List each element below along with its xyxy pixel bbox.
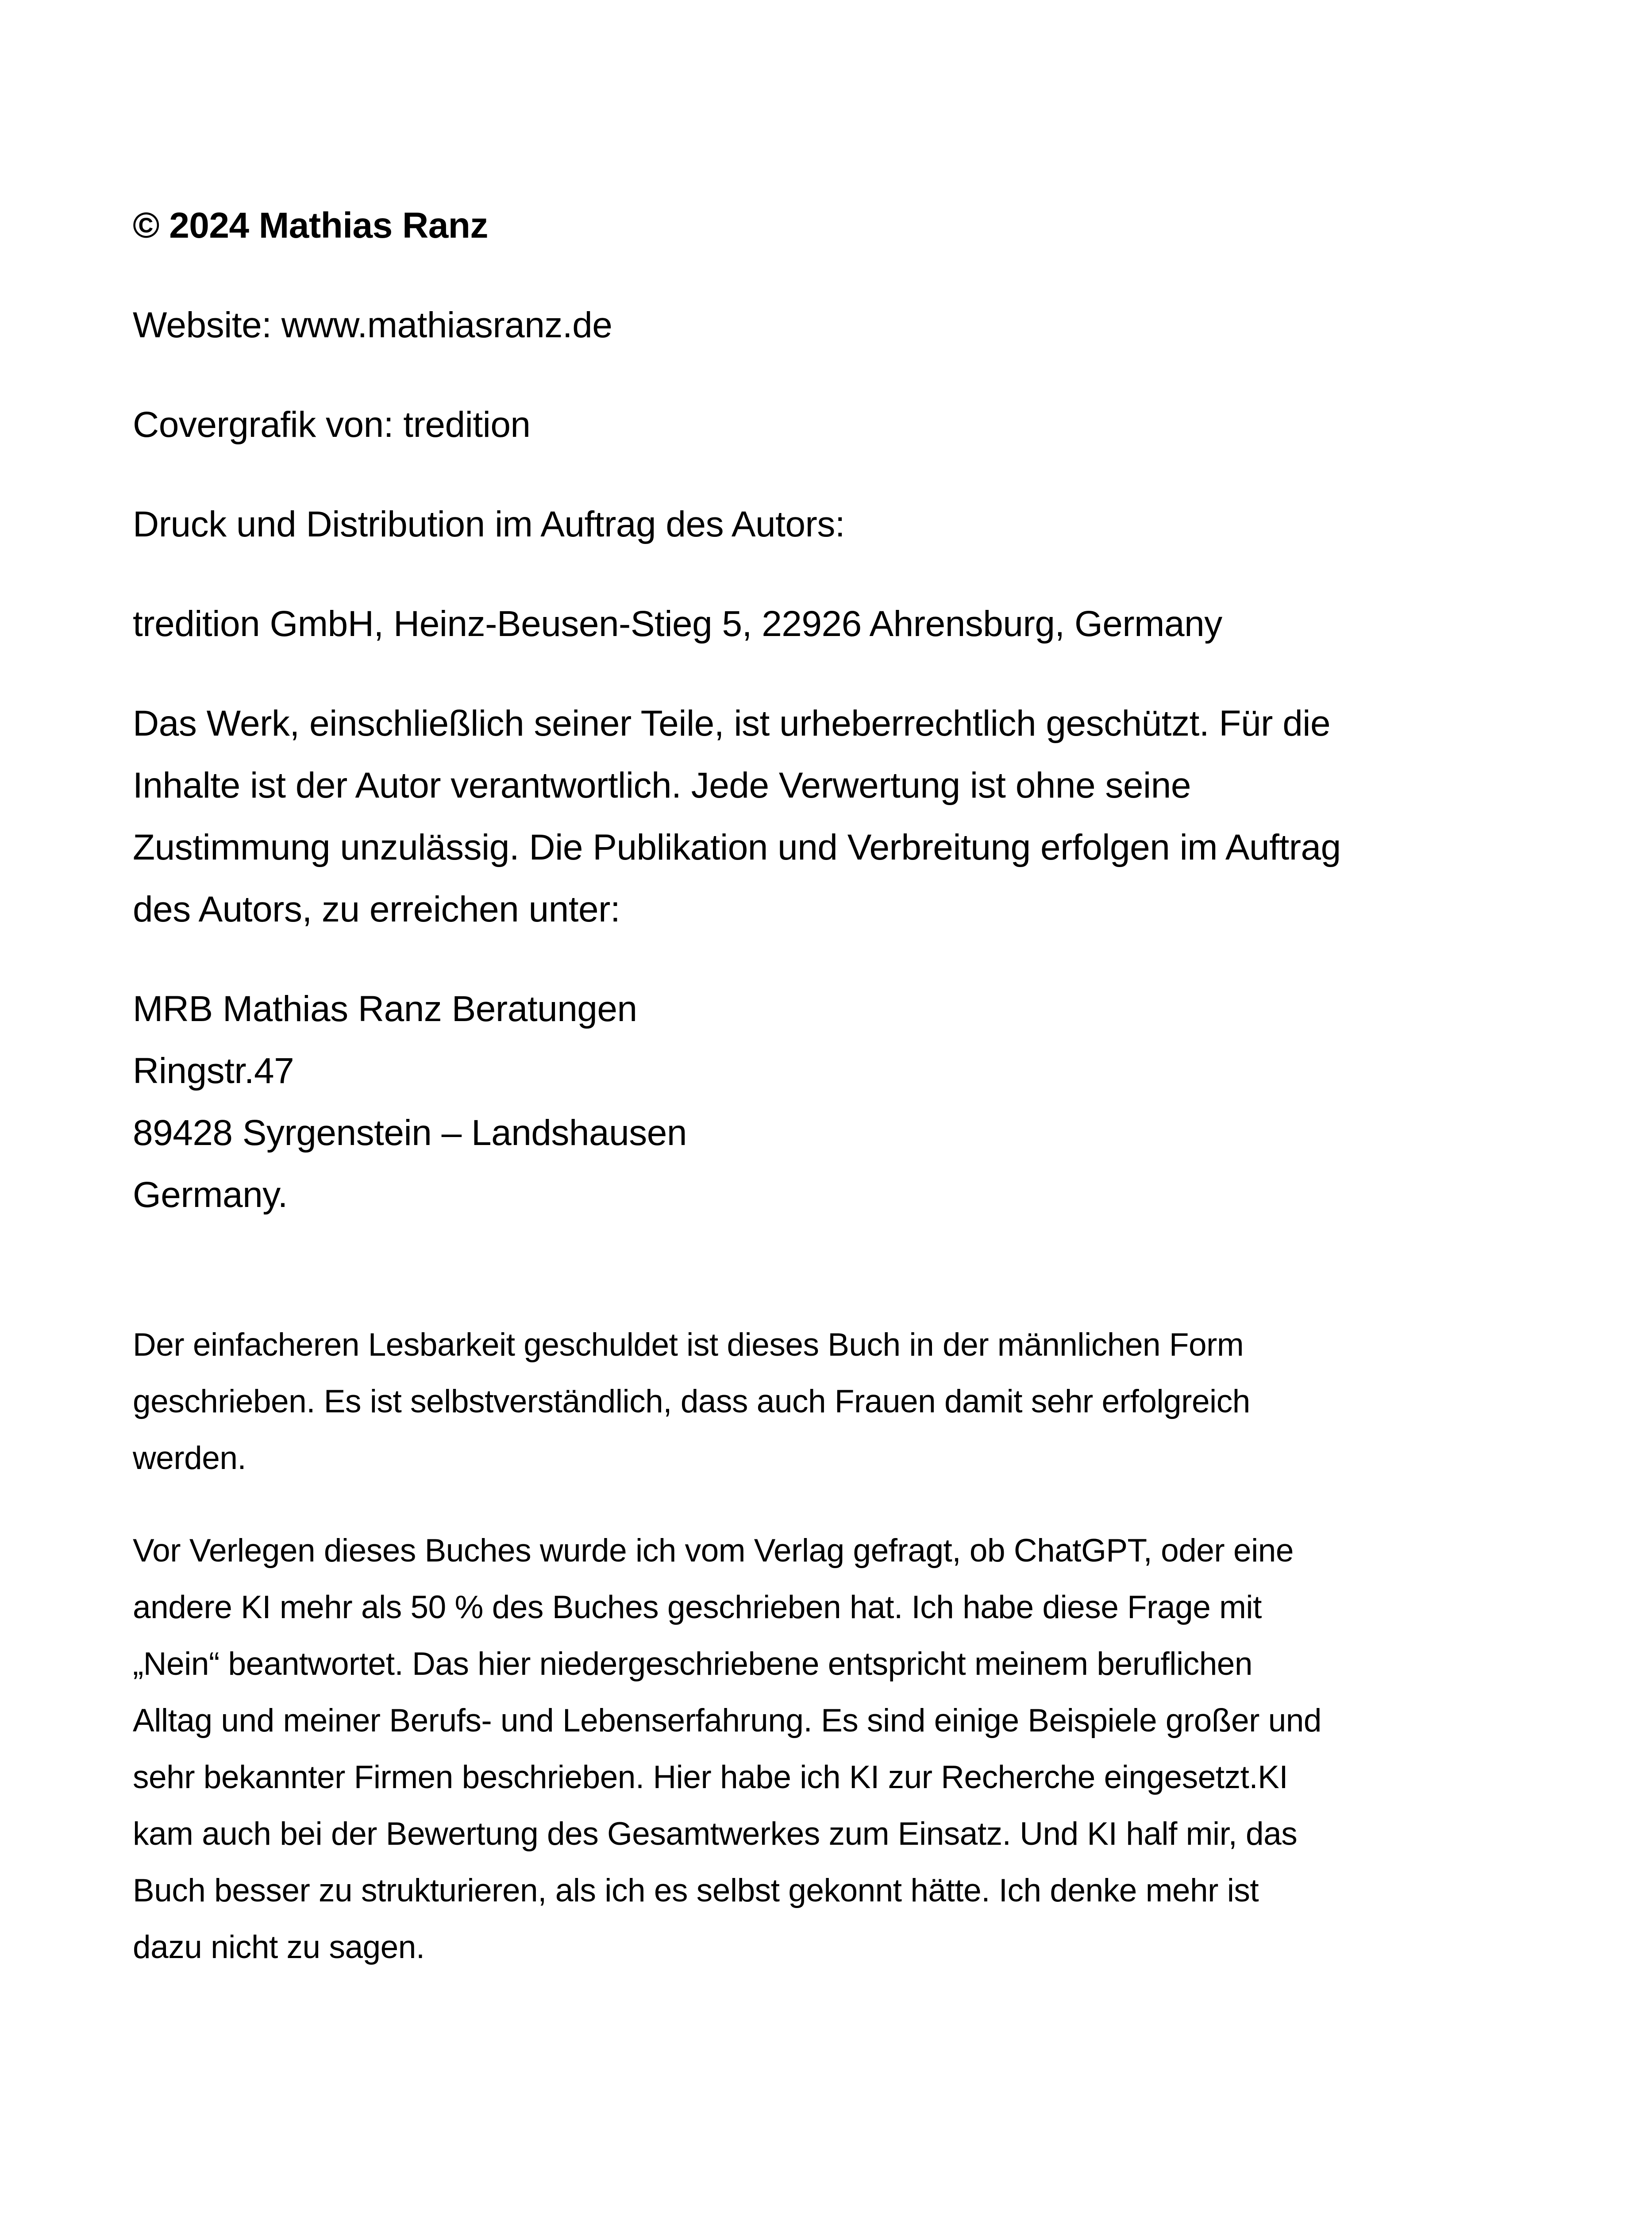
author-address-line: Germany. — [133, 1175, 288, 1215]
author-address-line: Ringstr.47 — [133, 1051, 294, 1091]
cover-credit-line: Covergrafik von: tredition — [133, 405, 531, 445]
rights-paragraph — [133, 693, 1522, 941]
ai-note-line: Alltag und meiner Berufs- und Lebenserfahrung. Es sind einige Beispiele großer und — [133, 1703, 1321, 1739]
ai-note-line: Vor Verlegen dieses Buches wurde ich vom Verlag gefragt, ob ChatGPT, oder eine — [133, 1533, 1294, 1569]
ai-note-line: Buch besser zu strukturieren, als ich es selbst gekonnt hätte. Ich denke mehr ist — [133, 1873, 1259, 1908]
ai-note-line: kam auch bei der Bewertung des Gesamtwerkes zum Einsatz. Und KI half mir, das — [133, 1816, 1298, 1852]
rights-paragraph-line: Zustimmung unzulässig. Die Publikation und Verbreitung erfolgen im Auftrag — [133, 827, 1341, 867]
author-address-line: MRB Mathias Ranz Beratungen — [133, 989, 637, 1029]
ai-note-line: dazu nicht zu sagen. — [133, 1929, 425, 1965]
author-address-line: 89428 Syrgenstein – Landshausen — [133, 1113, 687, 1153]
author-address — [133, 978, 1522, 1226]
copyright-line: © 2024 Mathias Ranz — [133, 205, 488, 246]
ai-note-line: sehr bekannter Firmen beschrieben. Hier habe ich KI zur Recherche eingesetzt.KI — [133, 1759, 1288, 1795]
publisher-address-line: tredition GmbH, Heinz-Beusen-Stieg 5, 22926 Ahrensburg, Germany — [133, 604, 1222, 644]
rights-paragraph-line: des Autors, zu erreichen unter: — [133, 889, 620, 929]
distribution-line: Druck und Distribution im Auftrag des Autors: — [133, 504, 845, 544]
gender-note-line: Der einfacheren Lesbarkeit geschuldet ist dieses Buch in der männlichen Form — [133, 1327, 1244, 1363]
gender-note-paragraph — [133, 1317, 1522, 1487]
gender-note-line: geschrieben. Es ist selbstverständlich, dass auch Frauen damit sehr erfolgreich — [133, 1384, 1250, 1419]
ai-note-line: „Nein“ beantwortet. Das hier niedergeschriebene entspricht meinem beruflichen — [133, 1646, 1253, 1682]
ai-note-paragraph — [133, 1523, 1522, 1976]
ai-note-line: andere KI mehr als 50 % des Buches geschrieben hat. Ich habe diese Frage mit — [133, 1589, 1262, 1625]
website-line: Website: www.mathiasranz.de — [133, 305, 612, 345]
rights-paragraph-line: Inhalte ist der Autor verantwortlich. Jede Verwertung ist ohne seine — [133, 765, 1191, 806]
rights-paragraph-line: Das Werk, einschließlich seiner Teile, ist urheberrechtlich geschützt. Für die — [133, 703, 1331, 744]
gender-note-line: werden. — [133, 1440, 246, 1476]
